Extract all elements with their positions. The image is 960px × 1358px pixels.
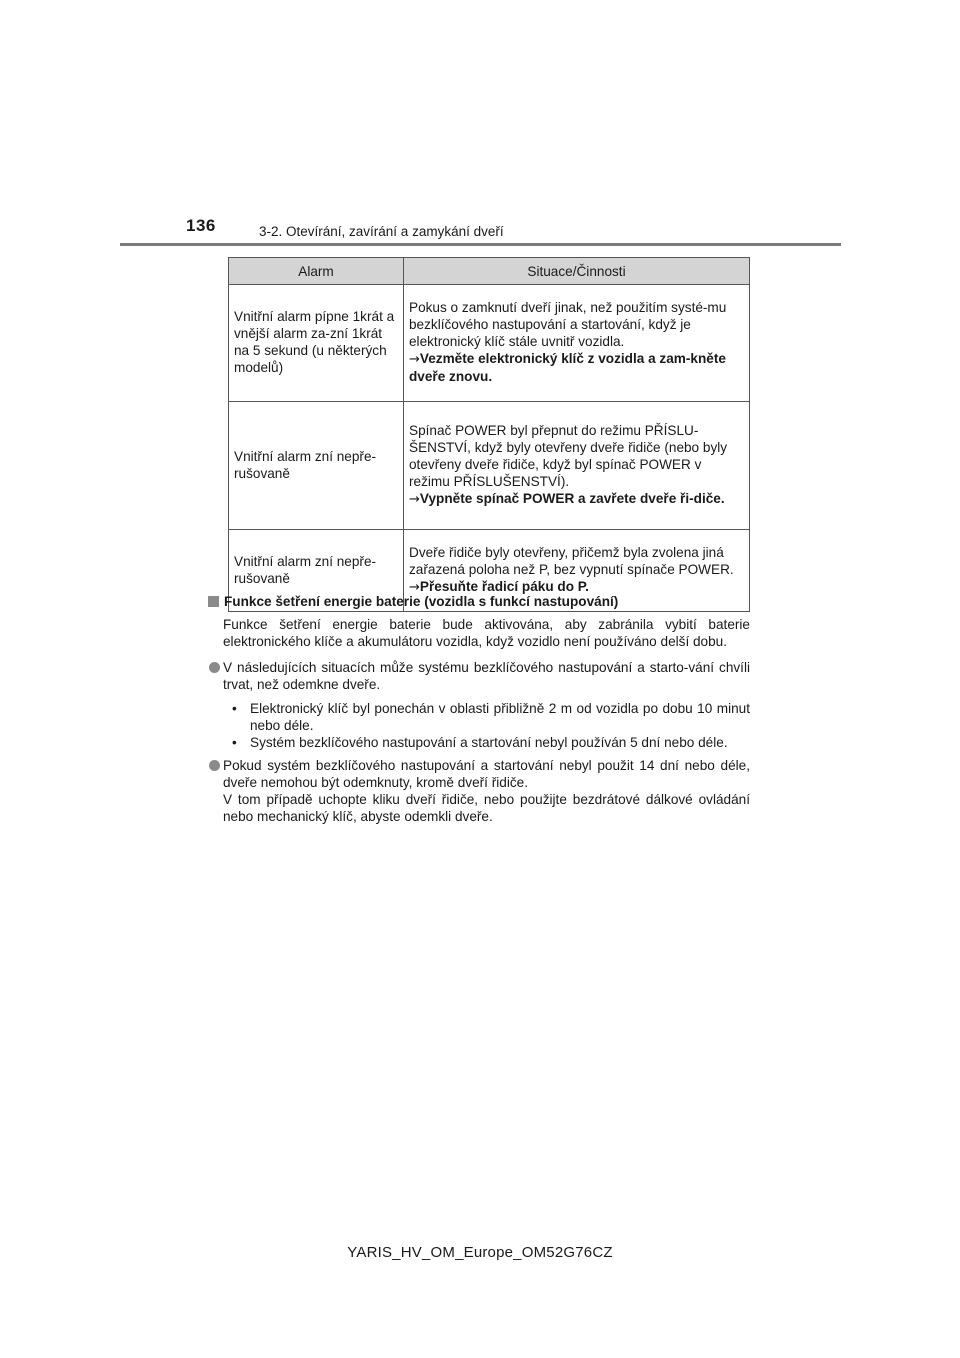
arrow-icon: → xyxy=(409,352,420,367)
list-item-text: V tom případě uchopte kliku dveří řidiče, nebo použijte bezdrátové dálkové ovládání nebo mechanický klíč, abyste odemkli dveře. xyxy=(223,792,750,824)
square-bullet-icon xyxy=(208,596,219,607)
action-text: Vypněte spínač POWER a zavřete dveře ři-diče. xyxy=(419,490,725,506)
alarm-cell: Vnitřní alarm zní nepře-rušovaně xyxy=(229,402,404,530)
arrow-icon: → xyxy=(409,491,420,507)
header-situation: Situace/Činnosti xyxy=(404,258,750,285)
list-item-text: V následujících situacích může systému bezklíčového nastupování a starto-vání chvíli trvat, než odemkne dveře. xyxy=(223,660,750,692)
section-title: 3-2. Otevírání, zavírání a zamykání dveří xyxy=(259,224,504,239)
page-number: 136 xyxy=(186,216,216,235)
alarm-cell: Vnitřní alarm zní nepře-rušovaně xyxy=(229,530,404,612)
arrow-icon: → xyxy=(409,579,420,595)
section-heading: Funkce šetření energie baterie (vozidla s funkcí nastupování) xyxy=(208,593,750,610)
table-header-row xyxy=(229,258,750,285)
situation-text: Pokus o zamknutí dveří jinak, než použitím systé-mu bezklíčového nastupování a startování, když je elektronický klíč stále uvnitř vozidla. xyxy=(409,300,727,349)
table-row xyxy=(229,285,750,402)
list-item-text: Pokud systém bezklíčového nastupování a startování nebyl použit 14 dní nebo déle, dveře nemohou být odemknuty, kromě dveří řidiče. xyxy=(223,758,750,790)
sub-list-item: • Elektronický klíč byl ponechán v oblasti přibližně 2 m od vozidla po dobu 10 minut nebo déle. xyxy=(232,701,750,733)
circle-bullet-icon xyxy=(209,662,220,673)
alarm-cell: Vnitřní alarm pípne 1krát a vnější alarm za-zní 1krát na 5 sekund (u některých modelů) xyxy=(229,285,404,402)
table-row xyxy=(229,402,750,530)
action-text: Přesuňte řadicí páku do P. xyxy=(419,578,589,594)
dot-bullet-icon: • xyxy=(232,701,237,716)
situation-cell xyxy=(404,402,750,530)
alarm-table xyxy=(228,257,750,612)
header-divider xyxy=(120,243,841,246)
action-text: Vezměte elektronický klíč z vozidla a zam-kněte dveře znovu. xyxy=(409,351,726,384)
situation-text: Spínač POWER byl přepnut do režimu PŘÍSLU-ŠENSTVÍ, když byly otevřeny dveře řidiče (nebo byly otevřeny dveře řidiče, když byl spínač POWER v režimu PŘÍSLUŠENSTVÍ). xyxy=(409,422,728,489)
sub-list-item: • Systém bezklíčového nastupování a startování nebyl používán 5 dní nebo déle. xyxy=(232,735,728,750)
battery-saving-section xyxy=(208,593,750,825)
list-item xyxy=(208,659,750,693)
dot-bullet-icon: • xyxy=(232,735,237,750)
document-code: YARIS_HV_OM_Europe_OM52G76CZ xyxy=(347,1244,613,1261)
list-item xyxy=(208,757,750,825)
header-alarm: Alarm xyxy=(229,258,404,285)
circle-bullet-icon xyxy=(209,760,220,771)
sub-list xyxy=(223,700,750,751)
intro-paragraph: Funkce šetření energie baterie bude aktivována, aby zabránila vybití baterie elektronického klíče a akumulátoru vozidla, když vozidlo není používáno delší dobu. xyxy=(223,617,750,649)
situation-cell xyxy=(404,285,750,402)
situation-text: Dveře řidiče byly otevřeny, přičemž byla zvolena jiná zařazená poloha než P, bez vypnutí spínače POWER. xyxy=(409,544,734,577)
